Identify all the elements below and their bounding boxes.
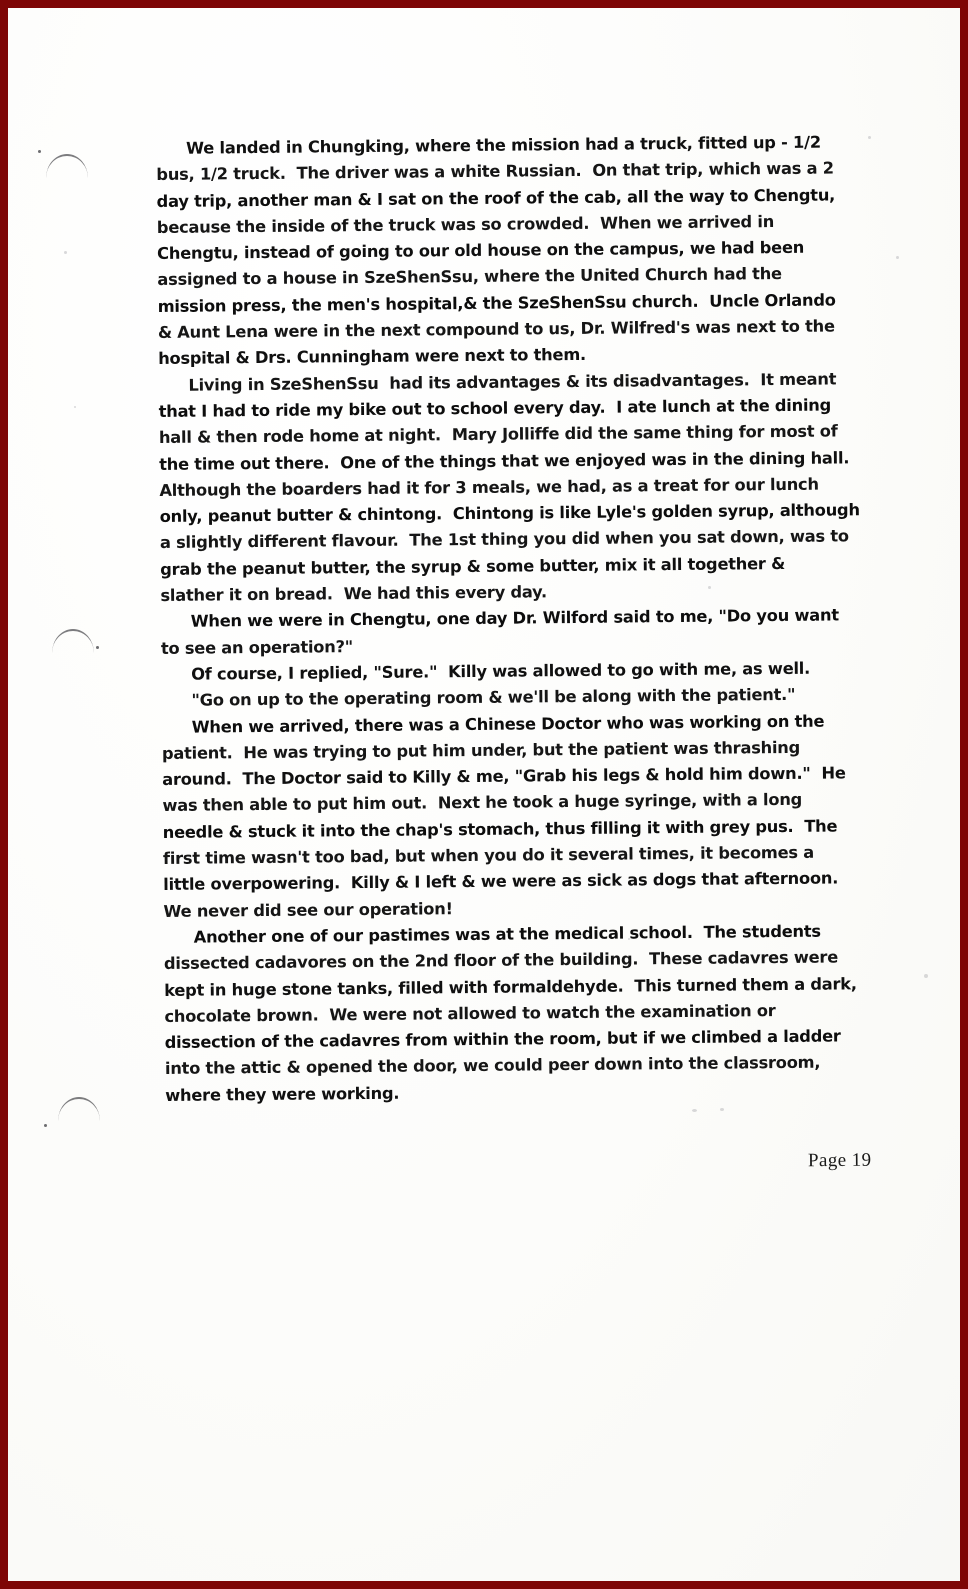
text-line: mission press, the men's hospital,& the SzeShenSsu church. Uncle Orlando bbox=[157, 290, 836, 316]
text-line: slather it on bread. We had this every day. bbox=[160, 582, 547, 606]
text-line: assigned to a house in SzeShenSsu, where the United Church had the bbox=[157, 264, 782, 290]
text-line: hall & then rode home at night. Mary Jolliffe did the same thing for most of bbox=[158, 421, 838, 448]
scan-speck bbox=[74, 406, 76, 408]
text-line: hospital & Drs. Cunningham were next to them. bbox=[158, 345, 587, 369]
text-line: was then able to put him out. Next he took a huge syringe, with a long bbox=[162, 790, 803, 816]
scan-speck bbox=[868, 136, 871, 139]
text-line: first time wasn't too bad, but when you do it several times, it becomes a bbox=[162, 842, 815, 868]
scan-speck bbox=[720, 1108, 724, 1111]
paragraph bbox=[164, 918, 866, 1109]
text-line: kept in huge stone tanks, filled with formaldehyde. This turned them a dark, bbox=[164, 973, 857, 1000]
text-line: bus, 1/2 truck. The driver was a white Russian. On that trip, which was a 2 bbox=[156, 158, 834, 185]
text-line: & Aunt Lena were in the next compound to us, Dr. Wilfred's was next to the bbox=[157, 316, 835, 343]
text-line: We never did see our operation! bbox=[163, 898, 453, 921]
text-line: little overpowering. Killy & I left & we were as sick as dogs that afternoon. bbox=[163, 868, 839, 895]
text-line: needle & stuck it into the chap's stomach, thus filling it with grey pus. The bbox=[162, 816, 838, 842]
text-line: the time out there. One of the things that we enjoyed was in the dining hall. bbox=[159, 447, 850, 474]
paragraph bbox=[161, 603, 861, 662]
text-line: that I had to ride my bike out to school every day. I ate lunch at the dining bbox=[158, 395, 832, 421]
paragraph bbox=[158, 366, 860, 609]
scan-speck bbox=[64, 251, 67, 254]
text-line: Living in SzeShenSsu had its advantages & its disadvantages. It meant bbox=[188, 369, 837, 395]
margin-speck bbox=[96, 646, 99, 649]
text-line: Chengtu, instead of going to our old house on the campus, we had been bbox=[157, 237, 805, 264]
text-line: dissection of the cadavres from within the room, but if we climbed a ladder bbox=[164, 1026, 841, 1053]
text-line: because the inside of the truck was so crowded. When we arrived in bbox=[156, 211, 775, 237]
text-line: around. The Doctor said to Killy & me, "Grab his legs & hold him down." He bbox=[162, 763, 846, 790]
text-line: to see an operation?" bbox=[160, 636, 354, 658]
text-line: dissected cadavores on the 2nd floor of the building. These cadavres were bbox=[163, 947, 839, 974]
text-line: Of course, I replied, "Sure." Killy was allowed to go with me, as well. bbox=[191, 658, 811, 684]
text-line: grab the peanut butter, the syrup & some butter, mix it all together & bbox=[160, 553, 786, 579]
page-number: Page 19 bbox=[807, 1149, 872, 1172]
text-line: chocolate brown. We were not allowed to watch the examination or bbox=[164, 1000, 776, 1026]
paragraph bbox=[162, 708, 864, 925]
text-line: into the attic & opened the door, we could peer down into the classroom, bbox=[164, 1053, 821, 1079]
text-line: We landed in Chungking, where the mission had a truck, fitted up - 1/2 bbox=[186, 132, 821, 158]
document-body bbox=[156, 129, 865, 1109]
text-line: When we were in Chengtu, one day Dr. Wilford said to me, "Do you want bbox=[190, 605, 839, 632]
margin-speck bbox=[38, 150, 41, 153]
text-line: a slightly different flavour. The 1st thing you did when you sat down, was to bbox=[159, 526, 849, 553]
text-line: "Go on up to the operating room & we'll be along with the patient." bbox=[191, 685, 796, 710]
scan-speck bbox=[692, 1109, 697, 1112]
text-line: only, peanut butter & chintong. Chintong is like Lyle's golden syrup, although bbox=[159, 500, 860, 527]
margin-speck bbox=[44, 1124, 47, 1127]
scan-speck bbox=[896, 256, 899, 259]
paragraph bbox=[156, 129, 858, 372]
text-line: Another one of our pastimes was at the medical school. The students bbox=[193, 921, 821, 947]
text-line: day trip, another man & I sat on the roof of the cab, all the way to Chengtu, bbox=[156, 185, 836, 211]
text-line: patient. He was trying to put him under, but the patient was thrashing bbox=[161, 737, 801, 763]
text-line: where they were working. bbox=[165, 1083, 400, 1105]
scan-speck bbox=[924, 974, 928, 978]
text-line: Although the boarders had it for 3 meals, we had, as a treat for our lunch bbox=[159, 474, 819, 500]
text-line: When we arrived, there was a Chinese Doctor who was working on the bbox=[191, 711, 825, 737]
